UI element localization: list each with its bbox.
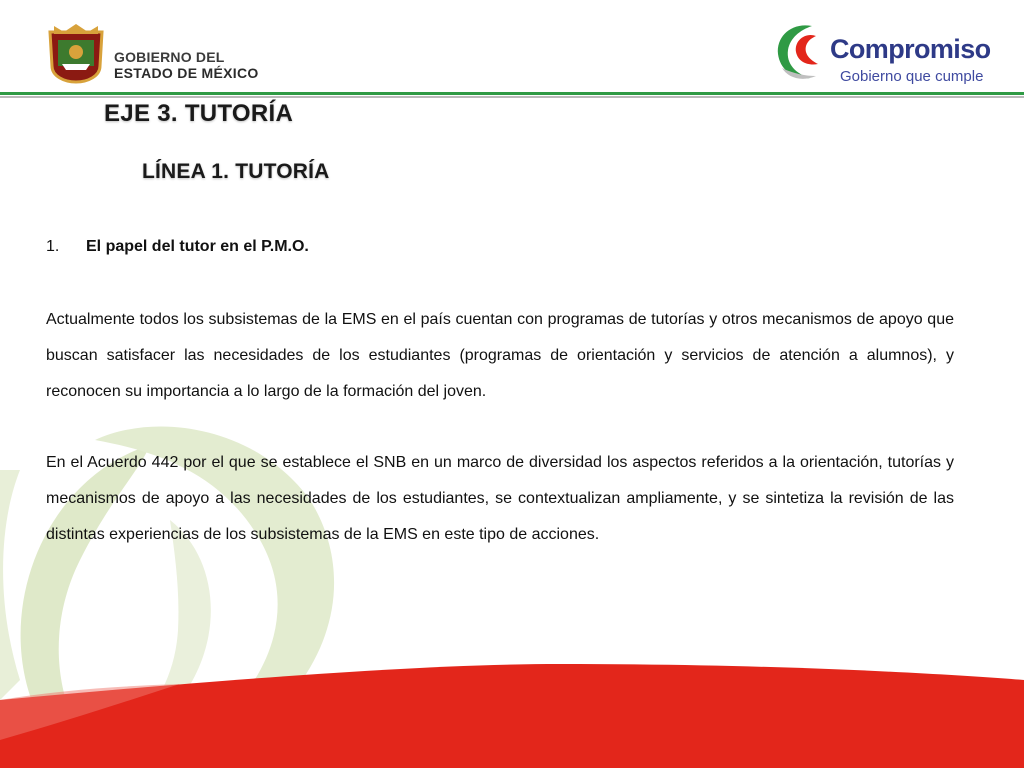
red-wave-shape [0,664,1024,768]
list-item-text: El papel del tutor en el P.M.O. [86,238,309,255]
compromiso-swirl-icon [772,20,828,84]
header-divider [0,92,1024,100]
subsection-title: LÍNEA 1. TUTORÍA [142,160,330,183]
gov-name-line1: GOBIERNO DEL [114,49,225,65]
gov-name-line2: ESTADO DE MÉXICO [114,64,259,81]
brand-name: Compromiso [830,34,991,64]
gov-name-block [114,50,259,81]
list-item-number: 1. [46,238,60,255]
section-title: EJE 3. TUTORÍA [104,100,294,127]
body-paragraph: Actualmente todos los subsistemas de la EMS en el país cuentan con programas de tutorías y otros mecanismos de apoyo que buscan satisfacer las necesidades de los estudiantes (programas de orientación y servicios de atención a alumnos), y reconocen su importancia a lo largo de la formación del joven. [46,311,954,400]
list-item [46,238,309,256]
state-coat-of-arms-icon [44,22,108,84]
body-paragraph: En el Acuerdo 442 por el que se establece el SNB en un marco de diversidad los aspectos referidos a la orientación, tutorías y mecanismos de apoyo a las necesidades de los estudiantes, se contextualizan ampliamente, y se sintetiza la revisión de las distintas experiencias de los subsistemas de la EMS en este tipo de acciones. [46,454,954,543]
brand-tagline: Gobierno que cumple [840,68,984,85]
